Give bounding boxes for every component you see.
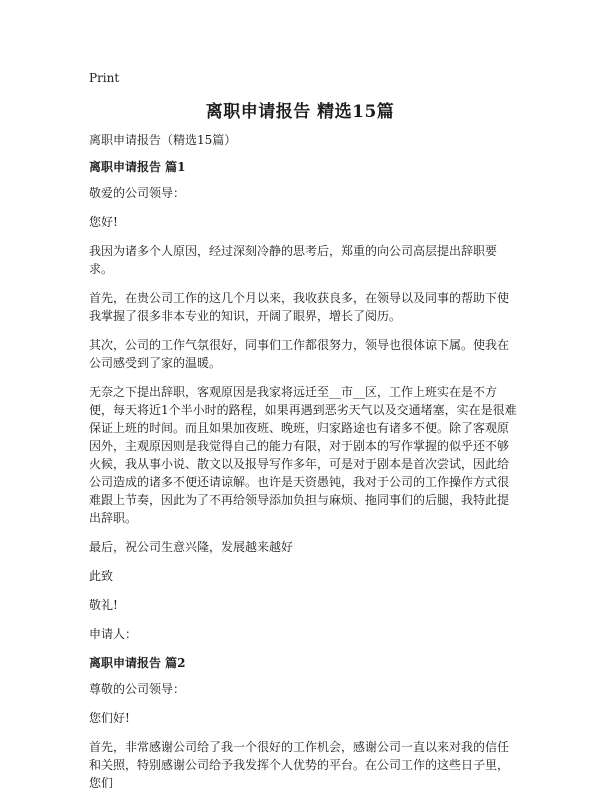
section-2 xyxy=(89,654,519,792)
document-body xyxy=(89,131,519,803)
greeting: 您好! xyxy=(89,215,118,229)
paragraph: 最后，祝公司生意兴隆，发展越来越好 xyxy=(89,540,294,554)
paragraph: 首先，在贵公司工作的这几个月以来，我收获良多，在领导以及同事的帮助下使我掌握了很多非本专业的知识，开阔了眼界，增长了阅历。 xyxy=(89,291,510,323)
paragraph: 我因为诸多个人原因，经过深刻冷静的思考后，郑重的向公司高层提出辞职要求。 xyxy=(89,244,498,276)
paragraph: 首先，非常感谢公司给了我一个很好的工作机会，感谢公司一直以来对我的信任和关照，特别感谢公司给予我发挥个人优势的平台。在公司工作的这些日子里，您们 xyxy=(89,740,510,790)
closing: 此致 xyxy=(89,569,114,583)
page-title: 离职申请报告 精选15篇 xyxy=(205,102,395,122)
paragraph: 无奈之下提出辞职，客观原因是我家将远迁至__市__区，工作上班实在是不方便，每天将近1个半小时的路程，如果再遇到恶劣天气以及交通堵塞，实在是很难保证上班的时间。而且如果加夜班、晚班，归家路途也有诸多不便。除了客观原因外，主观原因则是我觉得自己的能力有限，对于剧本的写作掌握的似乎还不够火候，我从事小说、散文以及报导写作多年，可是对于剧本是首次尝试，因此给公司造成的诸多不便还请谅解。也许是天资愚钝，我对于公司的工作操作方式很难跟上节奏，因此为了不再给领导添加负担与麻烦、拖同事们的后腿，我特此提出辞职。 xyxy=(89,385,517,525)
paragraph: 其次，公司的工作气氛很好，同事们工作都很努力，领导也很体谅下属。使我在公司感受到了家的温暖。 xyxy=(89,338,510,370)
salutation: 尊敬的公司领导： xyxy=(89,682,186,696)
greeting: 您们好! xyxy=(89,711,130,725)
closing: 敬礼! xyxy=(89,598,118,612)
signature-line: 申请人： xyxy=(89,627,138,641)
print-link[interactable]: Print xyxy=(89,71,120,85)
salutation: 敬爱的公司领导： xyxy=(89,186,186,200)
section-heading: 离职申请报告 篇2 xyxy=(89,656,186,670)
section-heading: 离职申请报告 篇1 xyxy=(89,160,186,174)
section-1 xyxy=(89,158,519,643)
subtitle: 离职申请报告（精选15篇） xyxy=(89,133,237,147)
